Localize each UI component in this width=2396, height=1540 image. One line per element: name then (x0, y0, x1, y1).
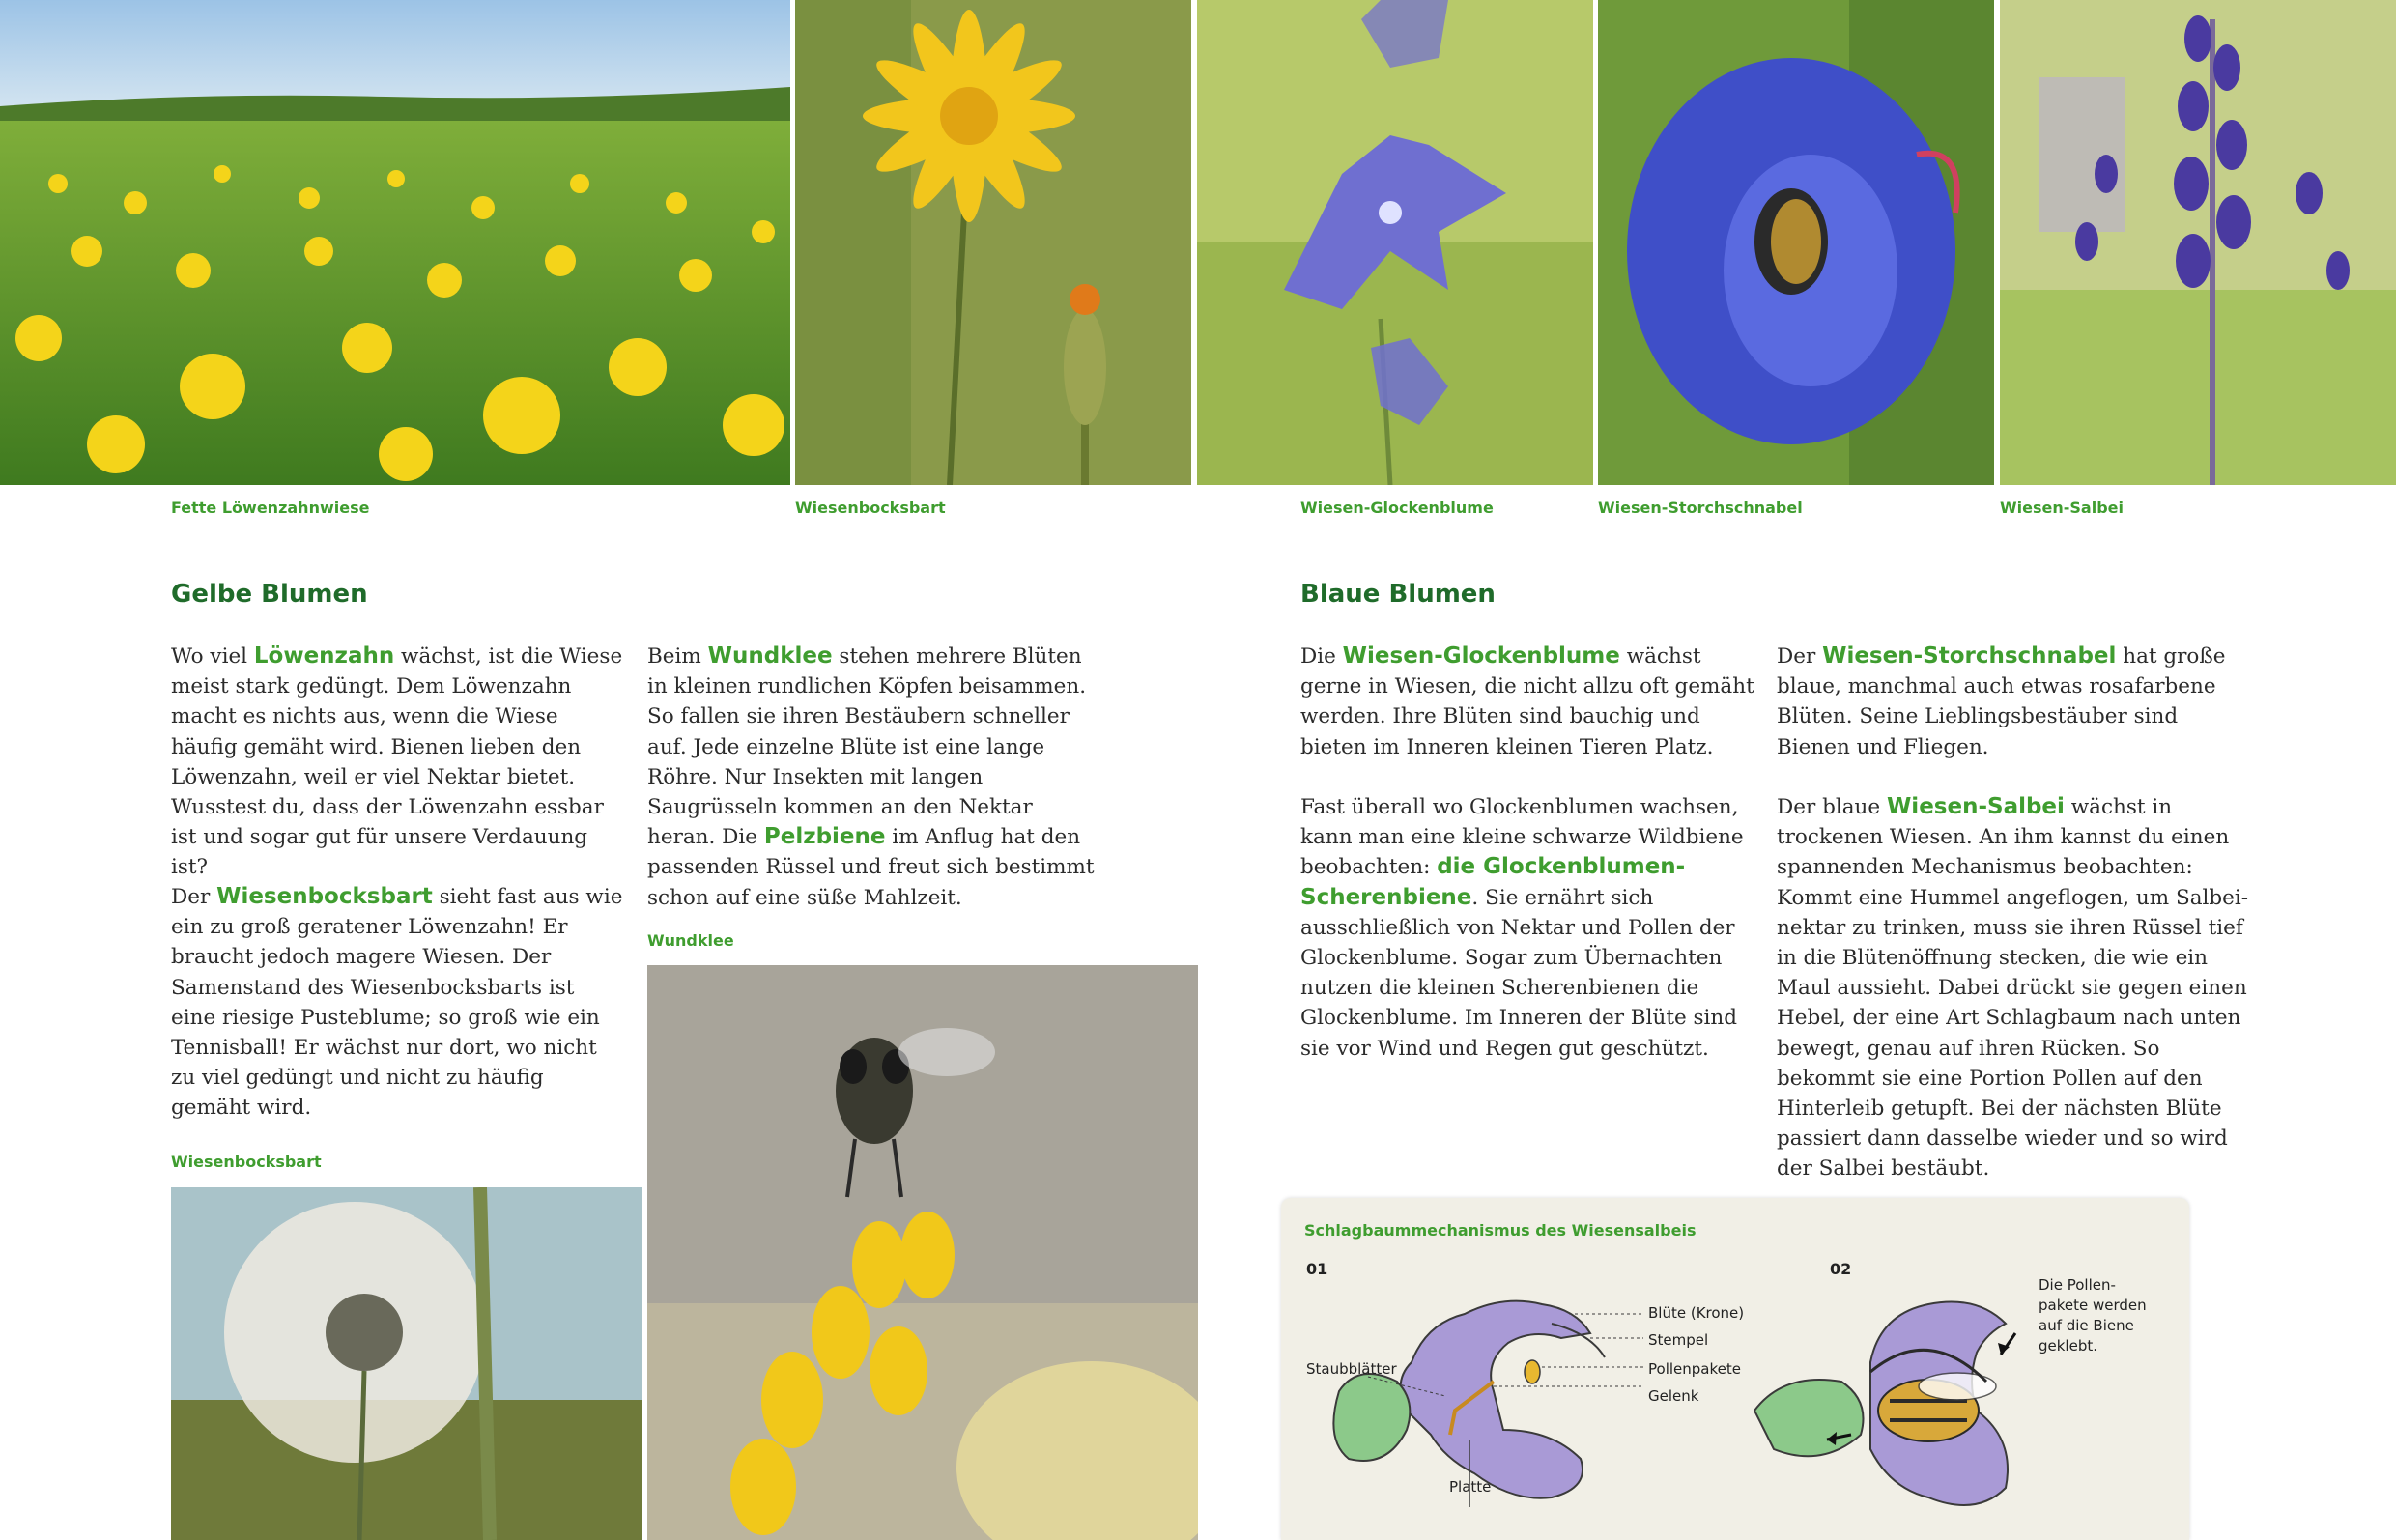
text-wiesenbocksbart: Der Wiesenbocksbart sieht fast aus wie ein zu groß geratener Löwenzahn! Er braucht jedoch magere Wiesen. Der Samenstand des Wiesenbocksbarts ist eine riesige Pusteblume; so groß wie ein Tennisball! Er wächst nur dort, wo nicht zu viel gedüngt und nicht zu häufig gemäht wird. (171, 884, 623, 1121)
photo-dandelion-meadow (0, 0, 790, 485)
highlight-wiesen-salbei: Wiesen-Salbei (1886, 794, 2065, 819)
highlight-wundklee: Wundklee (707, 643, 833, 669)
photo-wiesenbocksbart-flower (795, 0, 1191, 485)
label-bluete-krone: Blüte (Krone) (1648, 1304, 1745, 1322)
text-wiesen-salbei: Der blaue Wiesen-Salbei wächst in trockenen Wiesen. An ihm kannst du einen spannenden Mechanismus beobachten: Kommt eine Hummel angeflogen, um Salbeinektar zu trinken, muss sie ihren Rüssel tief in die Blütenöffnung stecken, die wie ein Maul aussieht. Dabei drückt sie gegen einen Hebel, der eine Art Schlagbaum nach unten bewegt, genau auf ihren Rücken. So bekommt sie eine Portion Pollen auf den Hinterleib getupft. Bei der nächsten Blüte passiert dann dasselbe wieder und so wird der Salbei bestäubt. (1777, 794, 2249, 1182)
note-pollenpakete: Die Pollen- pakete werden auf die Biene geklebt. (2039, 1276, 2147, 1355)
text-scherenbiene: Fast überall wo Glockenblumen wachsen, kann man eine kleine schwarze Wildbiene beobachten: die Glockenblumen-Scherenbiene. Sie ernährt sich ausschließlich von Nektar und Pollen der Glockenblume. Sogar zum Übernachten nutzen die kleinen Scherenbienen die Glockenblume. Im Inneren der Blüte sind sie vor Wind und Regen gut geschützt. (1300, 795, 1744, 1061)
text-loewenzahn: Wo viel Löwenzahn wächst, ist die Wiese meist stark gedüngt. Dem Löwenzahn macht es nichts aus, wenn die Wiese häufig gemäht wird. Bienen lieben den Löwenzahn, weil er viel Nektar bietet. Wusstest du, dass der Löwenzahn essbar ist und sogar gut für unsere Verdauung ist? (171, 643, 623, 880)
highlight-pelzbiene: Pelzbiene (763, 824, 886, 850)
label-gelenk: Gelenk (1648, 1387, 1699, 1405)
salbei-mechanism-diagram (1281, 1198, 2189, 1540)
caption-wiesen-glockenblume: Wiesen-Glockenblume (1300, 499, 1494, 517)
caption-wiesenbocksbart-lower: Wiesenbocksbart (171, 1153, 322, 1171)
caption-wiesen-salbei: Wiesen-Salbei (2000, 499, 2124, 517)
salbei-flower-illustration-1 (1300, 1266, 1709, 1536)
text-wiesen-storchschnabel: Der Wiesen-Storchschnabel hat große blaue, manchmal auch etwas rosafarbene Blüten. Seine Lieblingsbestäuber sind Bienen und Fliegen. (1777, 643, 2226, 759)
caption-wiesenbocksbart: Wiesenbocksbart (795, 499, 946, 517)
diagram-title: Schlagbaummechanismus des Wiesensalbeis (1304, 1221, 1697, 1240)
text-wundklee: Beim Wundklee stehen mehrere Blüten in kleinen rundlichen Köpfen beisammen. So fallen sie ihren Bestäubern schneller auf. Jede einzelne Blüte ist eine lange Röhre. Nur Insekten mit langen Saugrüsseln kommen an den Nektar heran. Die Pelzbiene im Anflug hat den passenden Rüssel und freut sich bestimmt schon auf eine süße Mahlzeit. (647, 643, 1095, 910)
highlight-wiesen-glockenblume: Wiesen-Glockenblume (1342, 643, 1620, 669)
caption-wundklee: Wundklee (647, 931, 734, 950)
highlight-loewenzahn: Löwenzahn (253, 643, 395, 669)
text-wiesen-glockenblume: Die Wiesen-Glockenblume wächst gerne in Wiesen, die nicht allzu oft gemäht werden. Ihre Blüten sind bauchig und bieten im Inneren kleinen Tieren Platz. (1300, 643, 1754, 759)
label-platte: Platte (1449, 1478, 1492, 1496)
heading-gelbe-blumen: Gelbe Blumen (171, 580, 368, 609)
photo-wiesenbocksbart-pusteblume (171, 1187, 642, 1540)
heading-blaue-blumen: Blaue Blumen (1300, 580, 1496, 609)
diagram-step-02: 02 (1830, 1260, 1852, 1278)
highlight-wiesenbocksbart: Wiesenbocksbart (216, 884, 433, 909)
photo-wundklee-pelzbiene (647, 965, 1198, 1540)
caption-loewenzahnwiese: Fette Löwenzahnwiese (171, 499, 370, 517)
photo-wiesen-storchschnabel (1598, 0, 1994, 485)
label-pollenpakete: Pollenpakete (1648, 1360, 1741, 1378)
label-staubblaetter: Staubblätter (1306, 1360, 1397, 1378)
photo-wiesen-salbei (2000, 0, 2396, 485)
caption-wiesen-storchschnabel: Wiesen-Storchschnabel (1598, 499, 1803, 517)
highlight-wiesen-storchschnabel: Wiesen-Storchschnabel (1822, 643, 2117, 669)
diagram-step-01: 01 (1306, 1260, 1328, 1278)
salbei-flower-illustration-2 (1735, 1275, 2044, 1536)
label-stempel: Stempel (1648, 1331, 1709, 1349)
photo-wiesen-glockenblume (1197, 0, 1593, 485)
highlight-scherenbiene: die Glockenblumen-Scherenbiene (1300, 854, 1686, 910)
